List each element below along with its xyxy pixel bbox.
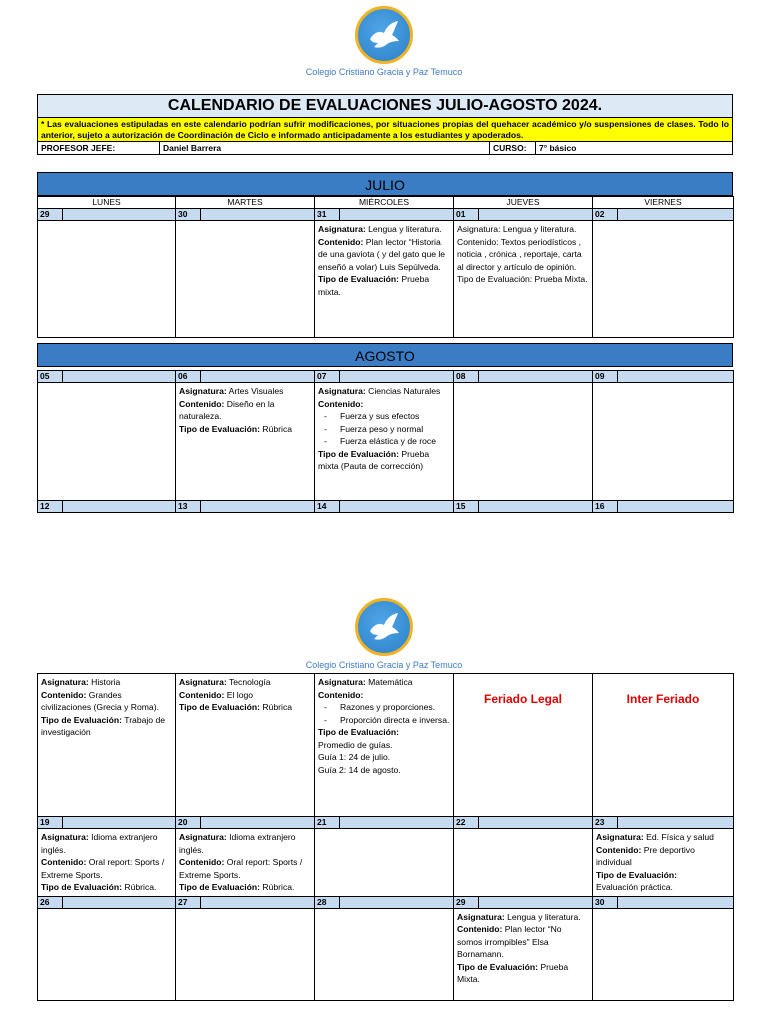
day-cell [454, 829, 593, 897]
day-cell [176, 221, 315, 338]
date-row [38, 501, 734, 513]
day-cell [593, 221, 734, 338]
feriado-legal-label: Feriado Legal [483, 692, 563, 706]
date-number: 20 [176, 817, 201, 828]
content-item: - Proporción directa e inversa. [318, 714, 450, 727]
page-title: CALENDARIO DE EVALUACIONES JULIO-AGOSTO 2024. [38, 95, 732, 118]
date-number: 07 [315, 371, 340, 382]
holiday-cell [454, 674, 593, 817]
evaluation-cell: Asignatura: Artes Visuales Contenido: Diseño en la naturaleza. Tipo de Evaluación: Rúbrica [176, 383, 315, 501]
date-number: 01 [454, 209, 479, 220]
date-number: 09 [593, 371, 618, 382]
evaluation-cell: Asignatura: Ciencias Naturales Contenido: - Fuerza y sus efectos - Fuerza peso y normal - Fuerza elástica y de roce Tipo de Evaluación: Prueba mixta (Pauta de corrección) [315, 383, 454, 501]
weekday-martes: MARTES [176, 197, 315, 209]
content-item: - Razones y proporciones. [318, 701, 450, 714]
day-cell [38, 221, 176, 338]
dove-icon [366, 611, 402, 645]
day-cell [38, 383, 176, 501]
date-number: 23 [593, 817, 618, 828]
date-row [38, 371, 734, 383]
school-logo [355, 598, 413, 656]
date-number: 29 [454, 897, 479, 908]
evaluation-cell: Asignatura: Lengua y literatura. Contenido: Plan lector “Historia de una gaviota ( y del gato que le enseñó a volar) Luis Sepúlveda. Tipo de Evaluación: Prueba mixta. [315, 221, 454, 338]
content-item: - Fuerza peso y normal [318, 423, 450, 436]
evaluation-cell: Asignatura: Historia Contenido: Grandes civilizaciones (Grecia y Roma). Tipo de Evaluación: Trabajo de investigación [38, 674, 176, 817]
curso-label: CURSO: [490, 142, 536, 154]
evaluation-cell: Asignatura: Ed. Física y salud Contenido: Pre deportivo individual Tipo de Evaluación: Evaluación práctica. [593, 829, 734, 897]
date-number: 02 [593, 209, 618, 220]
date-number: 13 [176, 501, 201, 512]
evaluation-row [38, 383, 734, 501]
day-cell [593, 908, 734, 1000]
day-cell [38, 908, 176, 1000]
weekday-header-row [38, 197, 734, 209]
date-number: 29 [38, 209, 63, 220]
evaluation-cell: Asignatura: Idioma extranjero inglés. Contenido: Oral report: Sports / Extreme Sports. Tipo de Evaluación: Rúbrica. [38, 829, 176, 897]
date-number: 31 [315, 209, 340, 220]
weekday-miercoles: MIÉRCOLES [315, 197, 454, 209]
weekday-viernes: VIERNES [593, 197, 734, 209]
date-number: 28 [315, 897, 340, 908]
dove-icon [366, 19, 402, 53]
date-number: 05 [38, 371, 63, 382]
date-number: 30 [176, 209, 201, 220]
evaluation-cell: Asignatura: Matemática Contenido: - Razones y proporciones. - Proporción directa e inversa. Tipo de Evaluación: Promedio de guías. Guía 1: 24 de julio. Guía 2: 14 de agosto. [315, 674, 454, 817]
school-name: Colegio Cristiano Gracia y Paz Temuco [305, 67, 463, 77]
evaluation-cell: Asignatura: Lengua y literatura. Contenido: Plan lector “No somos irrompibles” Elsa Bornamann. Tipo de Evaluación: Prueba Mixta. [454, 908, 593, 1000]
date-number: 22 [454, 817, 479, 828]
content-item: - Fuerza y sus efectos [318, 410, 450, 423]
date-number: 15 [454, 501, 479, 512]
evaluation-row [38, 674, 734, 817]
calendar-agosto-week1 [37, 370, 734, 513]
calendar-julio [37, 196, 734, 338]
weekday-lunes: LUNES [38, 197, 176, 209]
date-number: 08 [454, 371, 479, 382]
date-number: 14 [315, 501, 340, 512]
date-number: 30 [593, 897, 618, 908]
month-agosto: AGOSTO [37, 343, 733, 367]
curso-value: 7° básico [539, 143, 577, 153]
date-number: 16 [593, 501, 618, 512]
evaluation-row [38, 908, 734, 1000]
day-cell [593, 383, 734, 501]
day-cell [315, 908, 454, 1000]
school-logo [355, 6, 413, 64]
evaluation-row [38, 221, 734, 338]
date-row [38, 209, 734, 221]
profesor-label: PROFESOR JEFE: [38, 142, 160, 154]
calendar-agosto-continued [37, 673, 734, 1001]
header-info-row [38, 142, 732, 154]
evaluation-row [38, 829, 734, 897]
date-number: 19 [38, 817, 63, 828]
evaluation-cell: Asignatura: Lengua y literatura. Contenido: Textos periodísticos , noticia , crónica , reportaje, carta al director y artículo de opinión. Tipo de Evaluación: Prueba Mixta. [454, 221, 593, 338]
calendar-header [37, 94, 733, 155]
date-number: 26 [38, 897, 63, 908]
date-number: 21 [315, 817, 340, 828]
evaluation-cell: Asignatura: Tecnología Contenido: El logo Tipo de Evaluación: Rúbrica [176, 674, 315, 817]
profesor-value: Daniel Barrera [160, 142, 490, 154]
date-number: 12 [38, 501, 63, 512]
inter-feriado-label: Inter Feriado [626, 692, 700, 706]
date-number: 27 [176, 897, 201, 908]
day-cell [454, 383, 593, 501]
month-julio: JULIO [37, 172, 733, 196]
school-name: Colegio Cristiano Gracia y Paz Temuco [305, 660, 463, 670]
evaluation-cell: Asignatura: Idioma extranjero inglés. Contenido: Oral report: Sports / Extreme Sports. Tipo de Evaluación: Rúbrica. [176, 829, 315, 897]
day-cell [315, 829, 454, 897]
day-cell [176, 908, 315, 1000]
content-item: - Fuerza elástica y de roce [318, 435, 450, 448]
holiday-cell [593, 674, 734, 817]
date-row [38, 896, 734, 908]
disclaimer-note: * Las evaluaciones estipuladas en este calendario podrían sufrir modificaciones, por situaciones propias del quehacer académico y/o suspensiones de clases. Todo lo anterior, sujeto a autorización de Coordinación de Ciclo e informado anticipadamente a los estudiantes y apoderados. [38, 118, 732, 142]
date-row [38, 817, 734, 829]
weekday-jueves: JUEVES [454, 197, 593, 209]
date-number: 06 [176, 371, 201, 382]
